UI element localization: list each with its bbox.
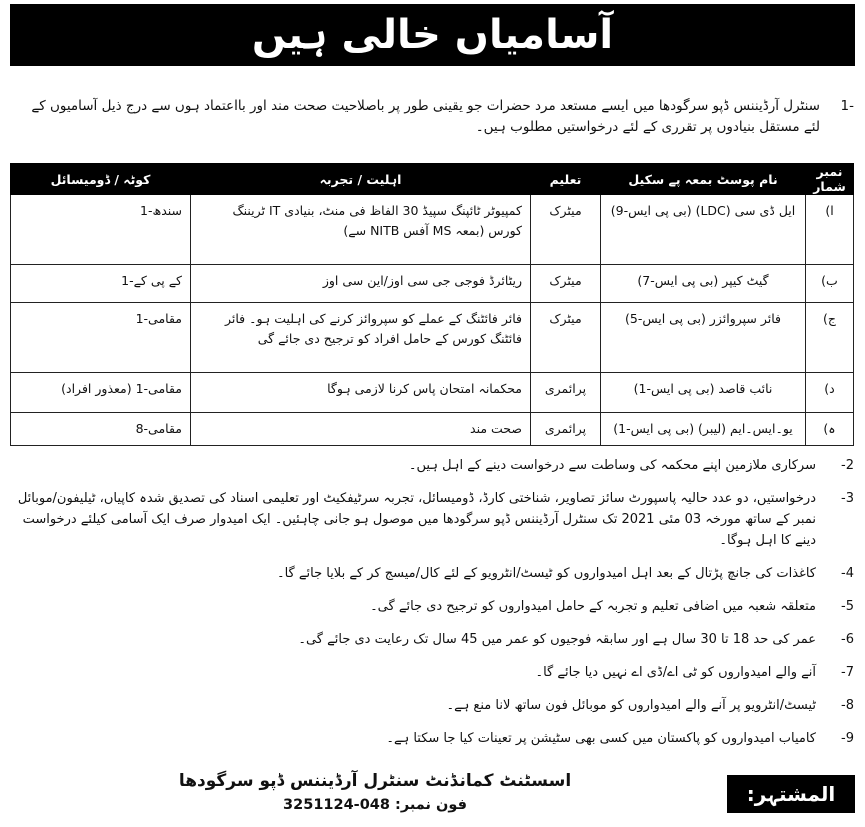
- item-number: -5: [841, 599, 854, 614]
- item-number: -7: [841, 665, 854, 680]
- item-number: -2: [841, 458, 854, 473]
- cell-post: نائب قاصد (بی پی ایس-1): [601, 373, 806, 413]
- cell-serial: د): [806, 373, 854, 413]
- list-item: [12, 695, 854, 716]
- cell-quota: مقامی-1 (معذور افراد): [11, 373, 191, 413]
- header-serial: نمبر شمار: [806, 164, 854, 195]
- cell-qualification: کمپیوٹر ٹائپنگ سپیڈ 30 الفاظ فی منٹ، بنیادی IT ٹریننگ کورس (بمعہ MS آفس NITB سے): [191, 195, 531, 265]
- table-row: [11, 373, 854, 413]
- header-post: نام پوسٹ بمعہ پے سکیل: [601, 164, 806, 195]
- intro-paragraph: [12, 96, 854, 138]
- item-text: کامیاب امیدواروں کو پاکستان میں کسی بھی سٹیشن پر تعینات کیا جا سکتا ہے۔: [386, 731, 816, 746]
- list-item: [12, 596, 854, 617]
- issuer-block: [160, 771, 590, 813]
- item-number: -9: [841, 731, 854, 746]
- cell-post: یو۔ایس۔ایم (لیبر) (بی پی ایس-1): [601, 413, 806, 446]
- item-number: -4: [841, 566, 854, 581]
- item-text: متعلقہ شعبہ میں اضافی تعلیم و تجربہ کے حامل امیدواروں کو ترجیح دی جائے گی۔: [370, 599, 816, 614]
- cell-quota: کے پی کے-1: [11, 265, 191, 303]
- item-text: آنے والے امیدواروں کو ٹی اے/ڈی اے نہیں دیا جائے گا۔: [535, 665, 816, 680]
- cell-quota: مقامی-8: [11, 413, 191, 446]
- cell-serial: ج): [806, 303, 854, 373]
- cell-serial: ا): [806, 195, 854, 265]
- list-item: [12, 662, 854, 683]
- advertiser-label: المشتہر:: [727, 775, 855, 813]
- cell-education: میٹرک: [531, 195, 601, 265]
- list-item: [12, 455, 854, 476]
- cell-qualification: فائر فائٹنگ کے عملے کو سپروائز کرنے کی اہلیت ہو۔ فائر فائٹنگ کورس کے حامل افراد کو ترجیح دی جائے گی: [191, 303, 531, 373]
- list-item: [12, 629, 854, 650]
- item-number: -6: [841, 632, 854, 647]
- table-row: [11, 265, 854, 303]
- cell-post: فائر سپروائزر (بی پی ایس-5): [601, 303, 806, 373]
- header-quota: کوٹہ / ڈومیسائل: [11, 164, 191, 195]
- item-text: درخواستیں، دو عدد حالیہ پاسپورٹ سائز تصاویر، شناختی کارڈ، ڈومیسائل، تجربہ سرٹیفکیٹ اور تعلیمی اسناد کی تصدیق شدہ کاپیاں، ٹیلیفون/موبائل نمبر کے ساتھ مورخہ 03 مئی 2021 تک سنٹرل آرڈیننس ڈپو سرگودھا میں موصول ہو جانی چاہئیں۔ ایک امیدوار صرف ایک آسامی کیلئے درخواست دینے کا اہل ہوگا۔: [17, 491, 816, 548]
- page-title: آسامیاں خالی ہیں: [10, 4, 855, 66]
- table-row: [11, 413, 854, 446]
- cell-education: پرائمری: [531, 373, 601, 413]
- cell-quota: مقامی-1: [11, 303, 191, 373]
- footer: [10, 763, 855, 821]
- item-text: کاغذات کی جانچ پڑتال کے بعد اہل امیدواروں کو ٹیسٹ/انٹرویو کے لئے کال/میسج کر کے بلایا جائے گا۔: [276, 566, 816, 581]
- list-item: [12, 488, 854, 551]
- vacancies-table: [10, 163, 854, 446]
- list-item: [12, 728, 854, 749]
- item-text: عمر کی حد 18 تا 30 سال ہے اور سابقہ فوجیوں کو عمر میں 45 سال تک رعایت دی جائے گی۔: [298, 632, 816, 647]
- cell-serial: ب): [806, 265, 854, 303]
- cell-qualification: محکمانہ امتحان پاس کرنا لازمی ہوگا: [191, 373, 531, 413]
- cell-qualification: ریٹائرڈ فوجی جی سی اوز/این سی اوز: [191, 265, 531, 303]
- issuer-phone: فون نمبر: 048-3251124: [283, 797, 467, 813]
- table-header-row: [11, 164, 854, 195]
- header-education: تعلیم: [531, 164, 601, 195]
- cell-serial: ہ): [806, 413, 854, 446]
- header-qualification: اہلیت / تجربہ: [191, 164, 531, 195]
- cell-education: میٹرک: [531, 303, 601, 373]
- terms-list: [12, 455, 854, 761]
- table-row: [11, 195, 854, 265]
- cell-quota: سندھ-1: [11, 195, 191, 265]
- item-text: سرکاری ملازمین اپنے محکمہ کی وساطت سے درخواست دینے کے اہل ہیں۔: [408, 458, 816, 473]
- cell-post: ایل ڈی سی (LDC) (بی پی ایس-9): [601, 195, 806, 265]
- cell-post: گیٹ کیپر (بی پی ایس-7): [601, 265, 806, 303]
- issuer-office: اسسٹنٹ کمانڈنٹ سنٹرل آرڈیننس ڈپو سرگودھا: [178, 771, 572, 791]
- cell-qualification: صحت مند: [191, 413, 531, 446]
- cell-education: پرائمری: [531, 413, 601, 446]
- list-item: [12, 563, 854, 584]
- intro-number: -1: [840, 98, 854, 114]
- item-number: -3: [841, 491, 854, 506]
- item-number: -8: [841, 698, 854, 713]
- intro-text: سنٹرل آرڈیننس ڈپو سرگودھا میں ایسے مستعد مرد حضرات جو یقینی طور پر باصلاحیت صحت مند اور بااعتماد ہوں سے درج ذیل آسامیوں کے لئے مستقل بنیادوں پر تقرری کے لئے درخواستیں مطلوب ہیں۔: [31, 98, 820, 135]
- item-text: ٹیسٹ/انٹرویو پر آنے والے امیدواروں کو موبائل فون ساتھ لانا منع ہے۔: [446, 698, 816, 713]
- cell-education: میٹرک: [531, 265, 601, 303]
- table-row: [11, 303, 854, 373]
